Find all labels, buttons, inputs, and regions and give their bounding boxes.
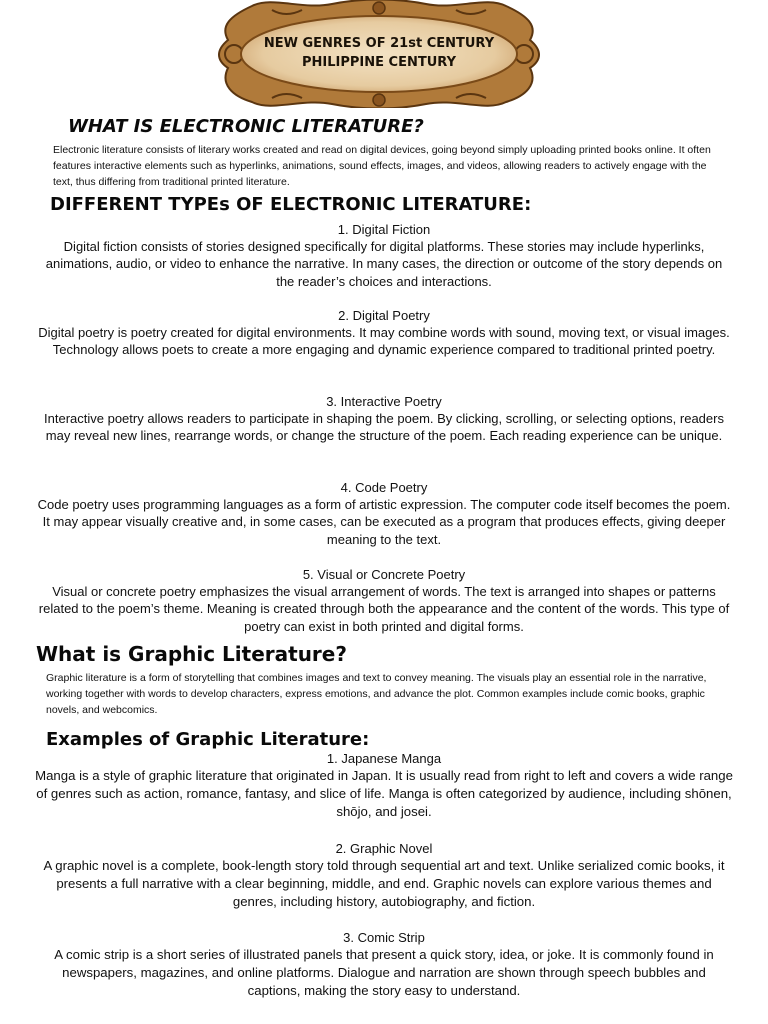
type-body: Code poetry uses programming languages as a form of artistic expression. The computer code itself becomes the poem. It may appear visually creative and, in some cases, can be executed as a program that produces effects, giving deeper meaning to the text. [37, 497, 731, 547]
title-banner [212, 0, 546, 108]
banner-title-line1: NEW GENRES OF 21st CENTURY [263, 36, 495, 51]
example-japanese-manga [28, 750, 740, 821]
types-heading: DIFFERENT TYPEs OF ELECTRONIC LITERATURE: [50, 194, 532, 215]
graphic-literature-intro: Graphic literature is a form of storytelling that combines images and text to convey meaning. The visuals play an essential role in the narrative, working together with words to develop characters, express emotions, and advance the plot. Common examples include comic books, graphic novels, and webcomics. [46, 672, 707, 716]
example-body: A graphic novel is a complete, book-length story told through sequential art and text. Unlike serialized comic books, it presents a full narrative with a clear beginning, middle, and end. Graphic novels can explore various themes and genres, including history, autobiography, and fiction. [43, 858, 725, 909]
type-title: 3. Interactive Poetry [326, 394, 442, 409]
example-body: A comic strip is a short series of illustrated panels that present a quick story, idea, or joke. It is commonly found in newspapers, magazines, and online platforms. Dialogue and narration are shown through speech bubbles and captions, making the story easy to understand. [54, 947, 714, 998]
type-interactive-poetry [30, 393, 738, 445]
example-comic-strip [28, 929, 740, 1000]
example-title: 1. Japanese Manga [326, 751, 442, 766]
electronic-literature-heading: WHAT IS ELECTRONIC LITERATURE? [68, 116, 424, 137]
type-code-poetry [30, 479, 738, 548]
banner-title-line2: PHILIPPINE CENTURY [302, 55, 456, 70]
type-body: Digital poetry is poetry created for digital environments. It may combine words with sound, moving text, or visual images. Technology allows poets to create a more engaging and dynamic experience compared to traditional printed poetry. [38, 325, 730, 358]
graphic-literature-heading: What is Graphic Literature? [36, 642, 347, 666]
type-visual-concrete-poetry [30, 566, 738, 635]
type-title: 1. Digital Fiction [337, 222, 431, 237]
type-title: 4. Code Poetry [340, 480, 428, 495]
type-body: Interactive poetry allows readers to participate in shaping the poem. By clicking, scrolling, or selecting options, readers may reveal new lines, rearrange words, or change the structure of the poem. Each reading experience can be unique. [44, 411, 724, 444]
type-title: 2. Digital Poetry [338, 308, 430, 323]
example-graphic-novel [28, 840, 740, 911]
example-title: 2. Graphic Novel [335, 841, 433, 856]
electronic-literature-intro: Electronic literature consists of literary works created and read on digital devices, going beyond simply uploading printed books online. It often features interactive elements such as hyperlinks, animations, sound effects, images, and videos, allowing readers to actively engage with the text, thus differing from traditional printed literature. [53, 144, 711, 188]
type-body: Digital fiction consists of stories designed specifically for digital platforms. These stories may include hyperlinks, animations, audio, or video to enhance the narrative. In many cases, the direction or outcome of the story depends on the reader’s choices and interactions. [45, 239, 723, 289]
type-title: 5. Visual or Concrete Poetry [302, 567, 466, 582]
type-digital-fiction [30, 221, 738, 290]
example-body: Manga is a style of graphic literature that originated in Japan. It is usually read from right to left and covers a wide range of genres such as action, romance, fantasy, and slice of life. Manga is often categorized by audience, including shōnen, shōjo, and josei. [35, 768, 733, 819]
type-digital-poetry [30, 307, 738, 359]
type-body: Visual or concrete poetry emphasizes the visual arrangement of words. The text is arranged into shapes or patterns related to the poem’s theme. Meaning is created through both the appearance and the content of the words. This type of poetry can exist in both printed and digital forms. [38, 584, 730, 634]
examples-heading: Examples of Graphic Literature: [46, 729, 370, 750]
example-title: 3. Comic Strip [343, 930, 425, 945]
